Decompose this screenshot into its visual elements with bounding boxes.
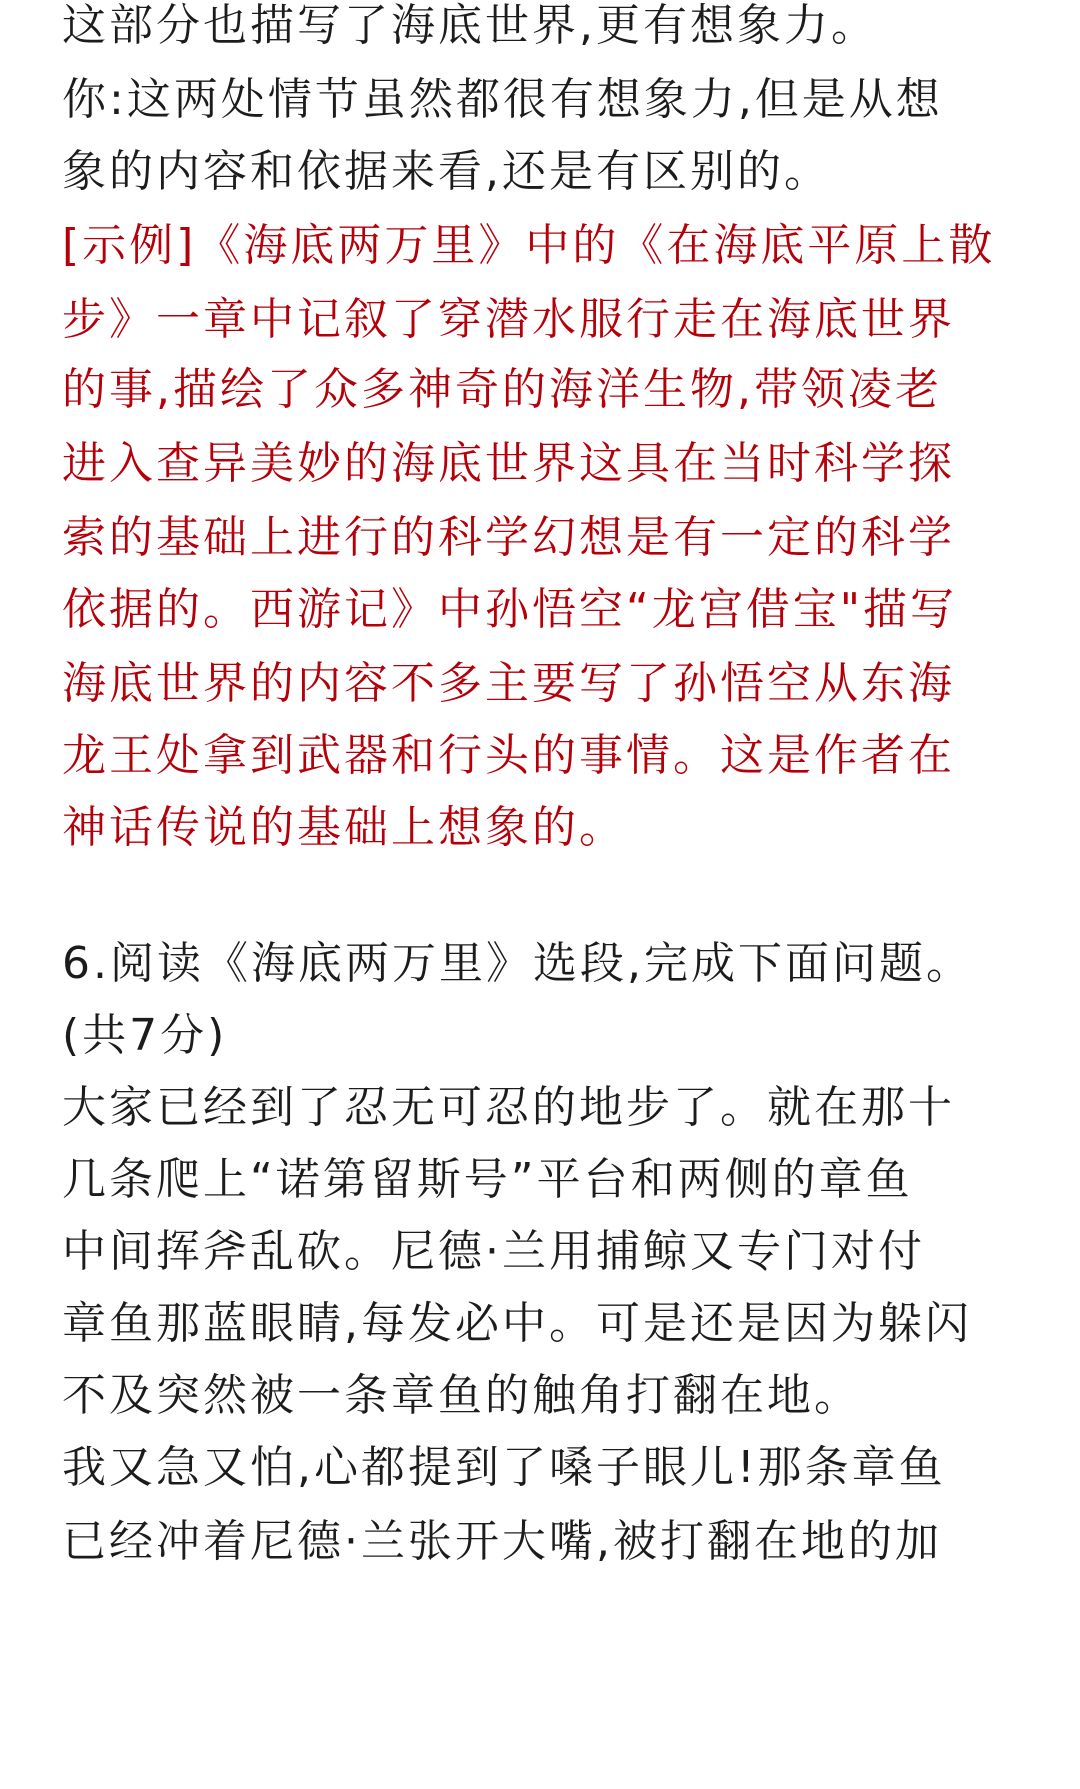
example-line: 索的基础上进行的科学幻想是有一定的科学 [62, 512, 955, 563]
example-line: 龙王处拿到武器和行头的事情。这是作者在 [62, 730, 955, 781]
example-line: 海底世界的内容不多主要写了孙悟空从东海 [62, 658, 955, 709]
example-line: 神话传说的基础上想象的。 [62, 802, 626, 853]
example-line: [示例]《海底两万里》中的《在海底平原上散 [62, 220, 996, 271]
passage-line: 已经冲着尼德·兰张开大嘴,被打翻在地的加 [62, 1516, 942, 1567]
passage-line: 大家已经到了忍无可忍的地步了。就在那十 [62, 1082, 955, 1133]
intro-line: 你:这两处情节虽然都很有想象力,但是从想 [62, 74, 943, 125]
passage-line: 几条爬上“诺第留斯号”平台和两侧的章鱼 [62, 1154, 913, 1205]
example-line: 依据的。西游记》中孙悟空“龙宫借宝"描写 [62, 584, 958, 635]
example-line: 的事,描绘了众多神奇的海洋生物,带领凌老 [62, 364, 942, 415]
intro-line: 这部分也描写了海底世界,更有想象力。 [62, 0, 878, 51]
passage-line: 不及突然被一条章鱼的触角打翻在地。 [62, 1370, 861, 1421]
example-line: 步》一章中记叙了穿潜水服行走在海底世界 [62, 294, 955, 345]
question-heading: 6.阅读《海底两万里》选段,完成下面问题。 [62, 938, 973, 989]
intro-line: 象的内容和依据来看,还是有区别的。 [62, 146, 831, 197]
example-line: 进入查异美妙的海底世界这具在当时科学探 [62, 438, 955, 489]
question-score: (共7分) [62, 1010, 228, 1061]
passage-line: 我又急又怕,心都提到了嗓子眼儿!那条章鱼 [62, 1442, 946, 1493]
passage-line: 章鱼那蓝眼睛,每发必中。可是还是因为躲闪 [62, 1298, 972, 1349]
passage-line: 中间挥斧乱砍。尼德·兰用捕鲸又专门对付 [62, 1226, 925, 1277]
